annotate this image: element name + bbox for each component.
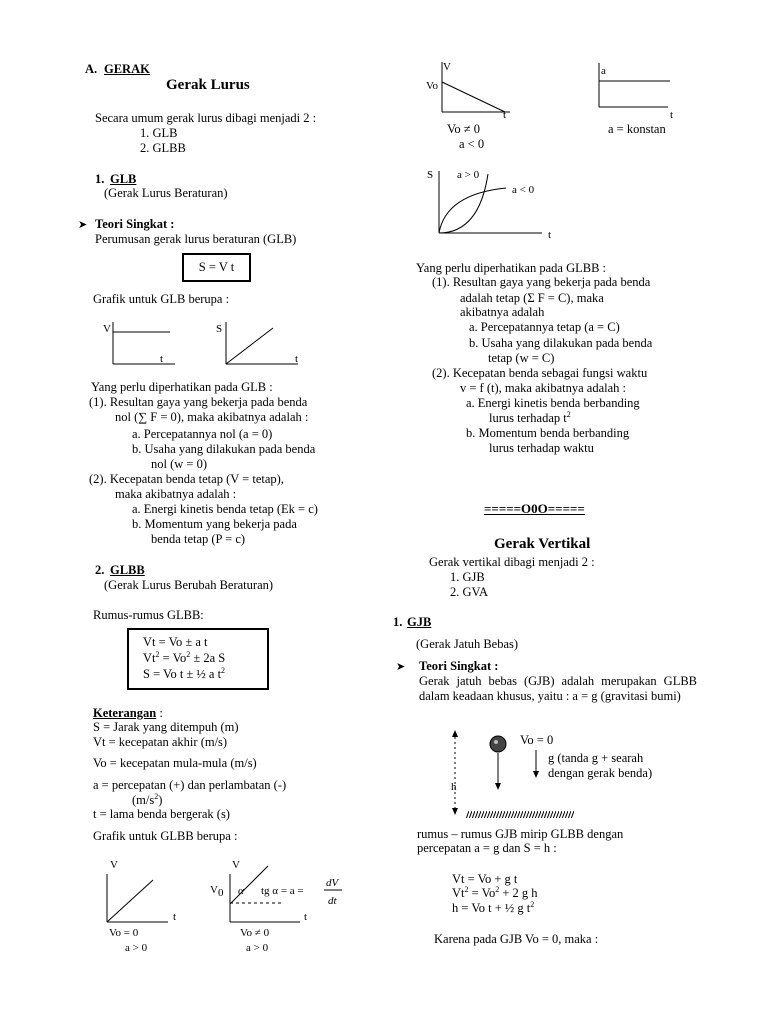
glbb-note-1: (1). Resultan gaya yang bekerja pada benda bbox=[432, 275, 651, 289]
gr3-t-axis-label: t bbox=[548, 229, 552, 241]
glb-note-2b: b. Momentum yang bekerja pada bbox=[132, 517, 297, 531]
keterangan-t: t = lama benda bergerak (s) bbox=[93, 807, 230, 821]
glbb-formula-box bbox=[127, 628, 269, 690]
glbb-note-2: (2). Kecepatan benda sebagai fungsi waktu bbox=[432, 366, 648, 380]
gjb-heading: GJB bbox=[407, 615, 432, 629]
keterangan-title: Keterangan : bbox=[93, 706, 163, 720]
gv-type-item: 1. GJB bbox=[450, 570, 485, 584]
glbb-rumus-title: Rumus-rumus GLBB: bbox=[93, 608, 204, 622]
glb-notes-title: Yang perlu diperhatikan pada GLB : bbox=[91, 380, 273, 394]
keterangan-a: a = percepatan (+) dan perlambatan (-) bbox=[93, 778, 287, 792]
g2-vo-sub: 0 bbox=[218, 887, 224, 899]
gjb-description: Gerak jatuh bebas (GJB) adalah merupakan GLBB dalam keadaan khusus, yaitu : a = g (gravitasi bumi) bbox=[419, 674, 697, 703]
gr1-vo-label: Vo bbox=[426, 80, 439, 92]
intro-text: Secara umum gerak lurus dibagi menjadi 2 : bbox=[95, 111, 317, 125]
glbb-note-1-cont: adalah tetap (Σ F = C), maka bbox=[460, 291, 604, 305]
type-list-item: 2. GLBB bbox=[140, 141, 186, 155]
glb-formula-box bbox=[182, 253, 251, 282]
gr1-caption-a: a < 0 bbox=[459, 137, 485, 151]
g2-caption-a: a > 0 bbox=[246, 942, 269, 954]
gr1-caption-vo: Vo ≠ 0 bbox=[447, 122, 481, 136]
glbb-graph-intro: Grafik untuk GLBB berupa : bbox=[93, 829, 238, 843]
g1-t-axis-label: t bbox=[173, 911, 177, 923]
glbb-note-2b: b. Momentum benda berbanding bbox=[466, 426, 630, 440]
gr1-t-axis-label: t bbox=[503, 109, 507, 121]
glbb-full-name: (Gerak Lurus Berubah Beraturan) bbox=[104, 578, 274, 592]
teori-singkat-label: Teori Singkat : bbox=[95, 217, 175, 231]
gr3-s-axis-label: S bbox=[427, 169, 434, 181]
glb-graph-intro: Grafik untuk GLB berupa : bbox=[93, 292, 230, 306]
gv-intro: Gerak vertikal dibagi menjadi 2 : bbox=[429, 555, 595, 569]
g2-tg-label: tg α = a = bbox=[261, 885, 304, 897]
glb-note-1: (1). Resultan gaya yang bekerja pada benda bbox=[89, 395, 308, 409]
g1-v-axis-label: V bbox=[110, 859, 118, 871]
type-list-item: 1. GLB bbox=[140, 126, 178, 140]
main-title: Gerak Lurus bbox=[166, 77, 250, 93]
glb-rumus-intro: Perumusan gerak lurus beraturan (GLB) bbox=[95, 232, 297, 246]
gr2-t-axis-label: t bbox=[670, 109, 674, 121]
glbb-graph-acceleration bbox=[590, 60, 690, 121]
glbb-formula-3: S = Vo t ± ½ a $t^2$ bbox=[143, 666, 226, 681]
gjb-h-label: h bbox=[451, 781, 457, 793]
glb-note-2a: a. Energi kinetis benda tetap (Ek = c) bbox=[132, 502, 318, 516]
gjb-rumus-intro: rumus – rumus GJB mirip GLBB dengan bbox=[417, 827, 624, 841]
glb-note-1a: a. Percepatannya nol (a = 0) bbox=[132, 427, 273, 441]
glbb-graph-distance bbox=[424, 166, 574, 246]
g2-v-axis-label: V bbox=[232, 859, 240, 871]
glbb-formula-1: Vt = Vo ± a t bbox=[143, 635, 208, 649]
down-arrow-icon bbox=[495, 783, 501, 790]
gjb-formula-2: $Vt^2 = Vo^2 + 2$ g h bbox=[452, 885, 538, 900]
glbb-graph-vo-zero bbox=[100, 856, 200, 956]
glbb-heading-number: 2. bbox=[95, 563, 105, 577]
glb-s-axis-label: S bbox=[216, 323, 223, 335]
glbb-heading: GLBB bbox=[110, 563, 145, 577]
gr2-caption: a = konstan bbox=[608, 122, 666, 136]
glb-note-2-cont: maka akibatnya adalah : bbox=[115, 487, 237, 501]
glbb-graph-decelerating bbox=[420, 60, 520, 121]
gr2-a-axis-label: a bbox=[601, 65, 606, 77]
glb-note-1b: b. Usaha yang dilakukan pada benda bbox=[132, 442, 316, 456]
glb-note-2b-cont: benda tetap (P = c) bbox=[151, 532, 246, 546]
gjb-formula-3: h = Vo t + ½ g $t^2$ bbox=[452, 900, 535, 915]
gjb-full-name: (Gerak Jatuh Bebas) bbox=[416, 637, 519, 651]
glb-note-1b-cont: nol (w = 0) bbox=[151, 457, 207, 471]
glbb-note-1-cont2: akibatnya adalah bbox=[460, 305, 545, 319]
glb-v-axis-label: V bbox=[103, 323, 111, 335]
glbb-note-2-cont: v = f (t), maka akibatnya adalah : bbox=[460, 381, 627, 395]
keterangan-a-unit: $(m/s^2)$ bbox=[132, 792, 163, 807]
bullet-arrow-icon: ➤ bbox=[78, 218, 88, 231]
glb-full-name: (Gerak Lurus Beraturan) bbox=[104, 186, 228, 200]
gjb-formula-1: Vt = Vo + g t bbox=[452, 872, 518, 886]
gr3-apos-label: a > 0 bbox=[457, 169, 480, 181]
glbb-note-1a: a. Percepatannya tetap (a = C) bbox=[469, 320, 620, 334]
glb-heading-number: 1. bbox=[95, 172, 105, 186]
glb-distance-graph bbox=[213, 318, 308, 368]
glbb-note-1b: b. Usaha yang dilakukan pada benda bbox=[469, 336, 653, 350]
keterangan-vt: Vt = kecepatan akhir (m/s) bbox=[93, 735, 228, 749]
glb-note-1-cont: nol (∑ F = 0), maka akibatnya adalah : bbox=[115, 410, 309, 424]
section-a-title: GERAK bbox=[104, 62, 150, 76]
gjb-g-note-cont: dengan gerak benda) bbox=[548, 766, 653, 780]
glb-formula: S = V t bbox=[198, 260, 235, 274]
g2-alpha-label: α bbox=[238, 885, 244, 897]
g2-fraction-denominator: dt bbox=[328, 895, 337, 907]
g2-caption-vo: Vo ≠ 0 bbox=[240, 927, 270, 939]
teori-singkat-label: Teori Singkat : bbox=[419, 659, 499, 673]
g1-caption-a: a > 0 bbox=[125, 942, 148, 954]
glbb-note-2b-cont: lurus terhadap waktu bbox=[489, 441, 594, 455]
gjb-final-note: Karena pada GJB Vo = 0, maka : bbox=[434, 932, 599, 946]
glb-t-axis-label: t bbox=[160, 353, 164, 365]
gr1-v-axis-label: V bbox=[443, 61, 451, 73]
ground-hatch bbox=[466, 811, 576, 819]
section-separator: =====O0O===== bbox=[484, 501, 585, 516]
g2-fraction-numerator: dV bbox=[326, 877, 339, 889]
gjb-g-note: g (tanda g + searah bbox=[548, 751, 644, 765]
gr3-aneg-label: a < 0 bbox=[512, 184, 535, 196]
section-a-label: A. bbox=[85, 62, 98, 76]
glb-note-2: (2). Kecepatan benda tetap (V = tetap), bbox=[89, 472, 284, 486]
glbb-graph-vo-nonzero bbox=[208, 856, 353, 956]
gv-type-item: 2. GVA bbox=[450, 585, 488, 599]
g1-caption-vo: Vo = 0 bbox=[109, 927, 139, 939]
gjb-vo-label: Vo = 0 bbox=[520, 733, 554, 747]
glbb-note-2a: a. Energi kinetis benda berbanding bbox=[466, 396, 640, 410]
gjb-heading-number: 1. bbox=[393, 615, 403, 629]
gjb-rumus-intro-cont: percepatan a = g dan S = h : bbox=[417, 841, 557, 855]
glb-velocity-graph bbox=[100, 318, 190, 368]
g2-vo-label: V bbox=[210, 884, 218, 896]
falling-ball-icon bbox=[490, 736, 506, 752]
glbb-formula-2: $Vt^2 = Vo^2 \pm 2a$ S bbox=[143, 650, 226, 665]
bullet-arrow-icon: ➤ bbox=[396, 660, 406, 673]
glb-t-axis-label: t bbox=[295, 353, 299, 365]
glbb-note-1b-cont: tetap (w = C) bbox=[488, 351, 555, 365]
g2-t-axis-label: t bbox=[304, 911, 308, 923]
glb-heading: GLB bbox=[110, 172, 137, 186]
keterangan-vo: Vo = kecepatan mula-mula (m/s) bbox=[93, 756, 257, 770]
gerak-vertikal-title: Gerak Vertikal bbox=[494, 536, 591, 552]
glbb-notes-title: Yang perlu diperhatikan pada GLBB : bbox=[416, 261, 607, 275]
keterangan-s: S = Jarak yang ditempuh (m) bbox=[93, 720, 239, 734]
g-direction-arrow-icon bbox=[531, 748, 541, 780]
glbb-note-2a-cont: lurus terhadap $t^2$ bbox=[489, 410, 571, 425]
